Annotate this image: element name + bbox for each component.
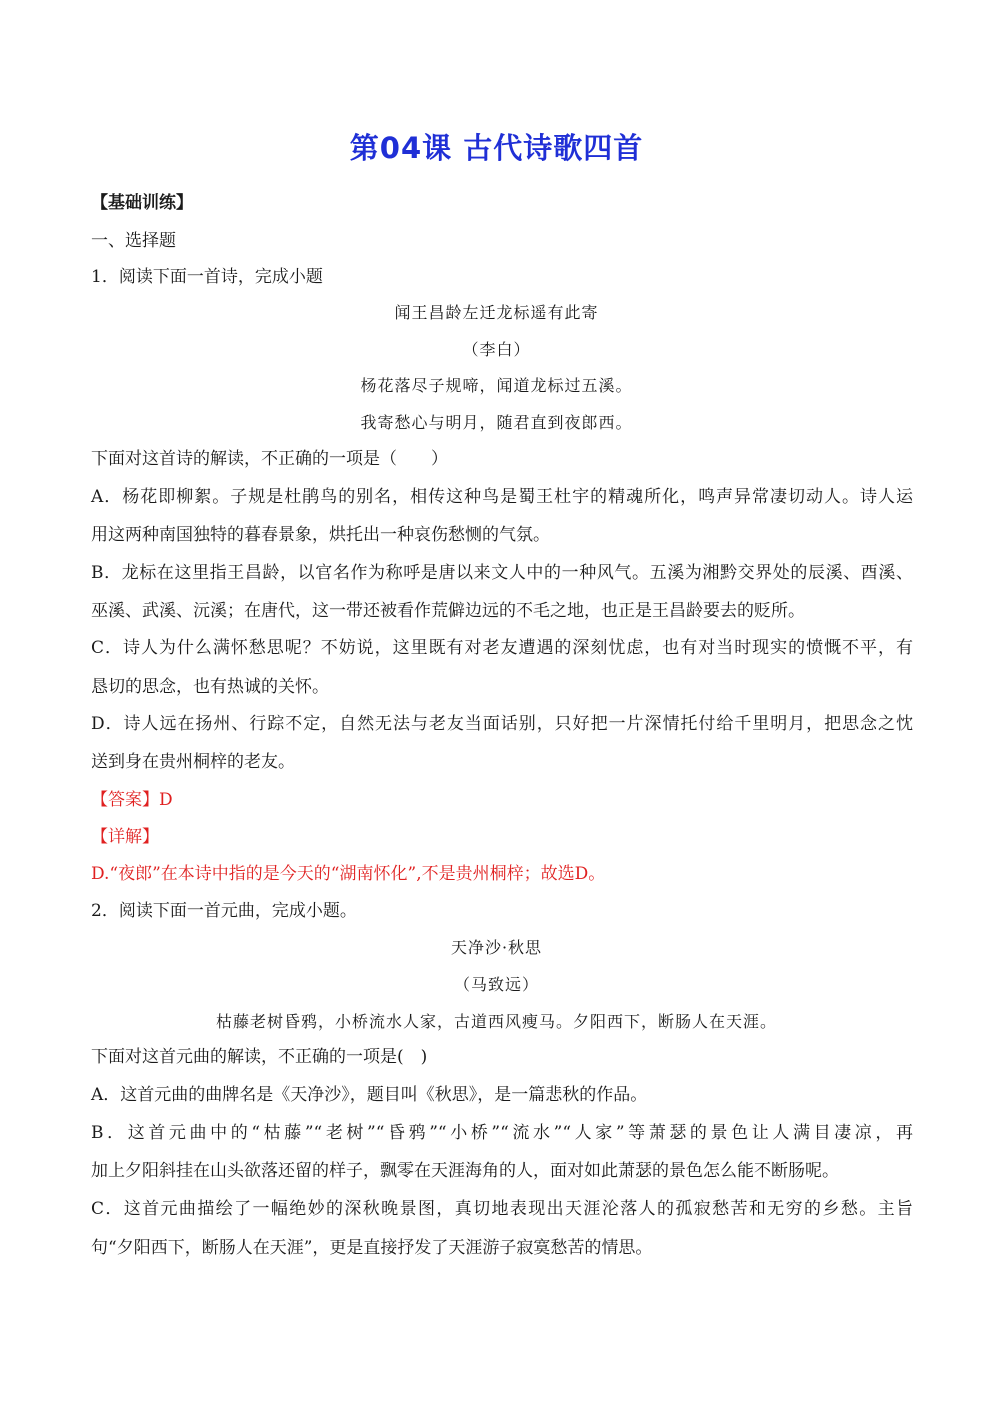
q1-option-a-line-2: 用这两种南国独特的暮春景象，烘托出一种哀伤愁恻的气氛。	[91, 525, 550, 545]
q1-option-c-line-1: C．诗人为什么满怀愁思呢？不妨说，这里既有对老友遭遇的深刻忧虑，也有对当时现实的愤慨不平，有	[91, 638, 913, 658]
q1-option-b-line-2: 巫溪、武溪、沅溪；在唐代，这一带还被看作荒僻边远的不毛之地，也正是王昌龄要去的贬所。	[91, 601, 805, 621]
q2-option-c-line-1: C．这首元曲描绘了一幅绝妙的深秋晚景图，真切地表现出天涯沦落人的孤寂愁苦和无穷的乡愁。主旨	[91, 1199, 913, 1219]
q2-option-b-line-2: 加上夕阳斜挂在山头欲落还留的样子，飘零在天涯海角的人，面对如此萧瑟的景色怎么能不断肠呢。	[91, 1161, 839, 1181]
q1-explain-label: 【详解】	[91, 827, 159, 847]
q2-poem-line-1: 枯藤老树昏鸦，小桥流水人家，古道西风瘦马。夕阳西下，断肠人在天涯。	[215, 1012, 777, 1031]
part-heading: 一、选择题	[91, 231, 176, 251]
q1-explanation: D.“夜郎”在本诗中指的是今天的“湖南怀化”,不是贵州桐梓；故选D。	[91, 864, 606, 884]
q1-poem-author: （李白）	[462, 340, 531, 359]
q2-stem: 下面对这首元曲的解读，不正确的一项是( )	[91, 1047, 428, 1067]
page-title: 第04课 古代诗歌四首	[349, 131, 644, 165]
q1-option-d-line-2: 送到身在贵州桐梓的老友。	[91, 752, 295, 772]
q2-option-a-line-1: A．这首元曲的曲牌名是《天净沙》，题目叫《秋思》，是一篇悲秋的作品。	[91, 1085, 648, 1105]
q1-option-c-line-2: 恳切的思念，也有热诚的关怀。	[91, 677, 329, 697]
q2-poem-author: （马致远）	[453, 975, 539, 994]
q1-answer: 【答案】D	[91, 790, 173, 810]
q1-poem-title: 闻王昌龄左迁龙标遥有此寄	[394, 303, 599, 322]
q1-option-a-line-1: A．杨花即柳絮。子规是杜鹃鸟的别名，相传这种鸟是蜀王杜宇的精魂所化，鸣声异常凄切动人。诗人运	[91, 487, 913, 507]
q1-option-b-line-1: B．龙标在这里指王昌龄，以官名作为称呼是唐以来文人中的一种风气。五溪为湘黔交界处的辰溪、酉溪、	[91, 563, 913, 583]
q2-poem-title: 天净沙·秋思	[450, 938, 543, 957]
q2-option-b-line-1: B．这首元曲中的“枯藤”“老树”“昏鸦”“小桥”“流水”“人家”等萧瑟的景色让人满目凄凉，再	[91, 1123, 913, 1143]
section-header: 【基础训练】	[91, 193, 193, 213]
q2-option-c-line-2: 句“夕阳西下，断肠人在天涯”，更是直接抒发了天涯游子寂寞愁苦的情思。	[91, 1238, 653, 1258]
q1-poem-line-1: 杨花落尽子规啼，闻道龙标过五溪。	[360, 376, 633, 395]
q2-intro: 2．阅读下面一首元曲，完成小题。	[91, 901, 357, 921]
q1-intro: 1．阅读下面一首诗，完成小题	[91, 267, 323, 287]
q1-stem: 下面对这首诗的解读，不正确的一项是（ ）	[91, 449, 448, 469]
q1-poem-line-2: 我寄愁心与明月，随君直到夜郎西。	[360, 413, 633, 432]
q1-option-d-line-1: D．诗人远在扬州、行踪不定，自然无法与老友当面话别，只好把一片深情托付给千里明月，把思念之忱	[91, 714, 913, 734]
